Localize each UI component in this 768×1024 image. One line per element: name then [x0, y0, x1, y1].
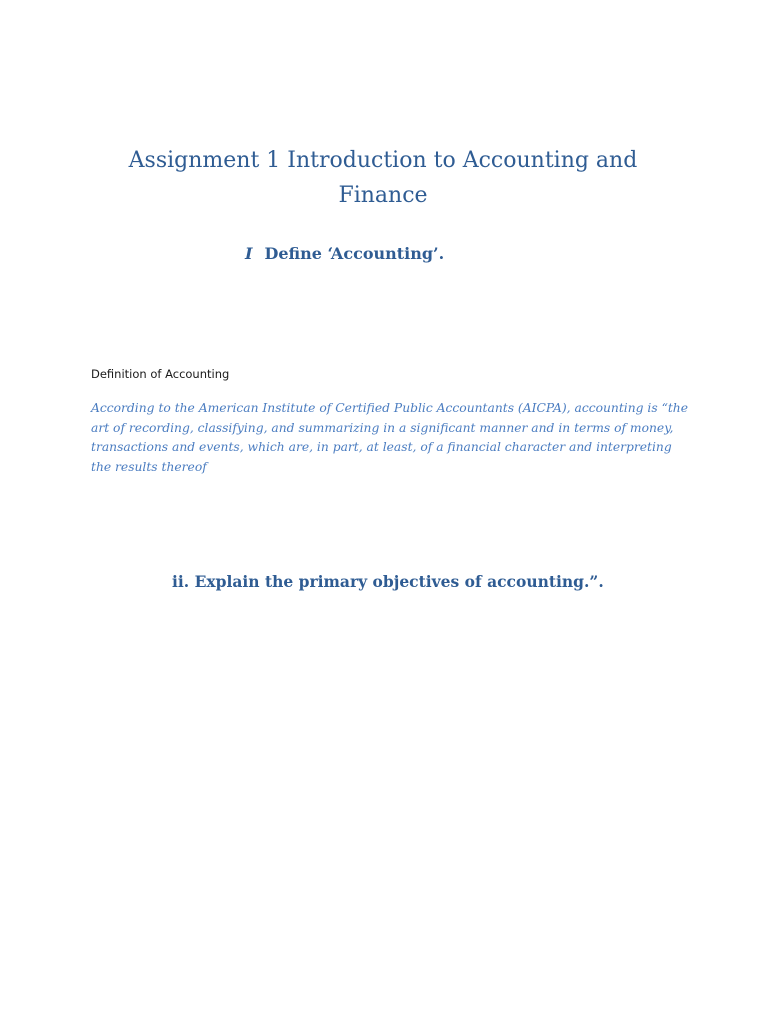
document-title: [90, 143, 676, 213]
definition-line: art of recording, classifying, and summarizing in a significant manner and in terms of money,: [91, 420, 674, 435]
definition-heading: Definition of Accounting: [91, 367, 230, 381]
definition-line: transactions and events, which are, in part, at least, of a financial character and interpreting: [91, 440, 672, 454]
question-1-text: Define ‘Accounting’.: [264, 244, 445, 263]
question-1: [245, 244, 444, 263]
question-1-number: I: [245, 244, 253, 263]
definition-body: [91, 399, 688, 477]
question-2: ii. Explain the primary objectives of accounting.”.: [172, 572, 604, 591]
title-line-1: Assignment 1 Introduction to Accounting and: [128, 148, 638, 173]
definition-line: the results thereof: [91, 459, 207, 474]
definition-line: According to the American Institute of Certified Public Accountants (AICPA), accounting is “the: [91, 401, 688, 415]
title-line-2: Finance: [338, 183, 428, 208]
